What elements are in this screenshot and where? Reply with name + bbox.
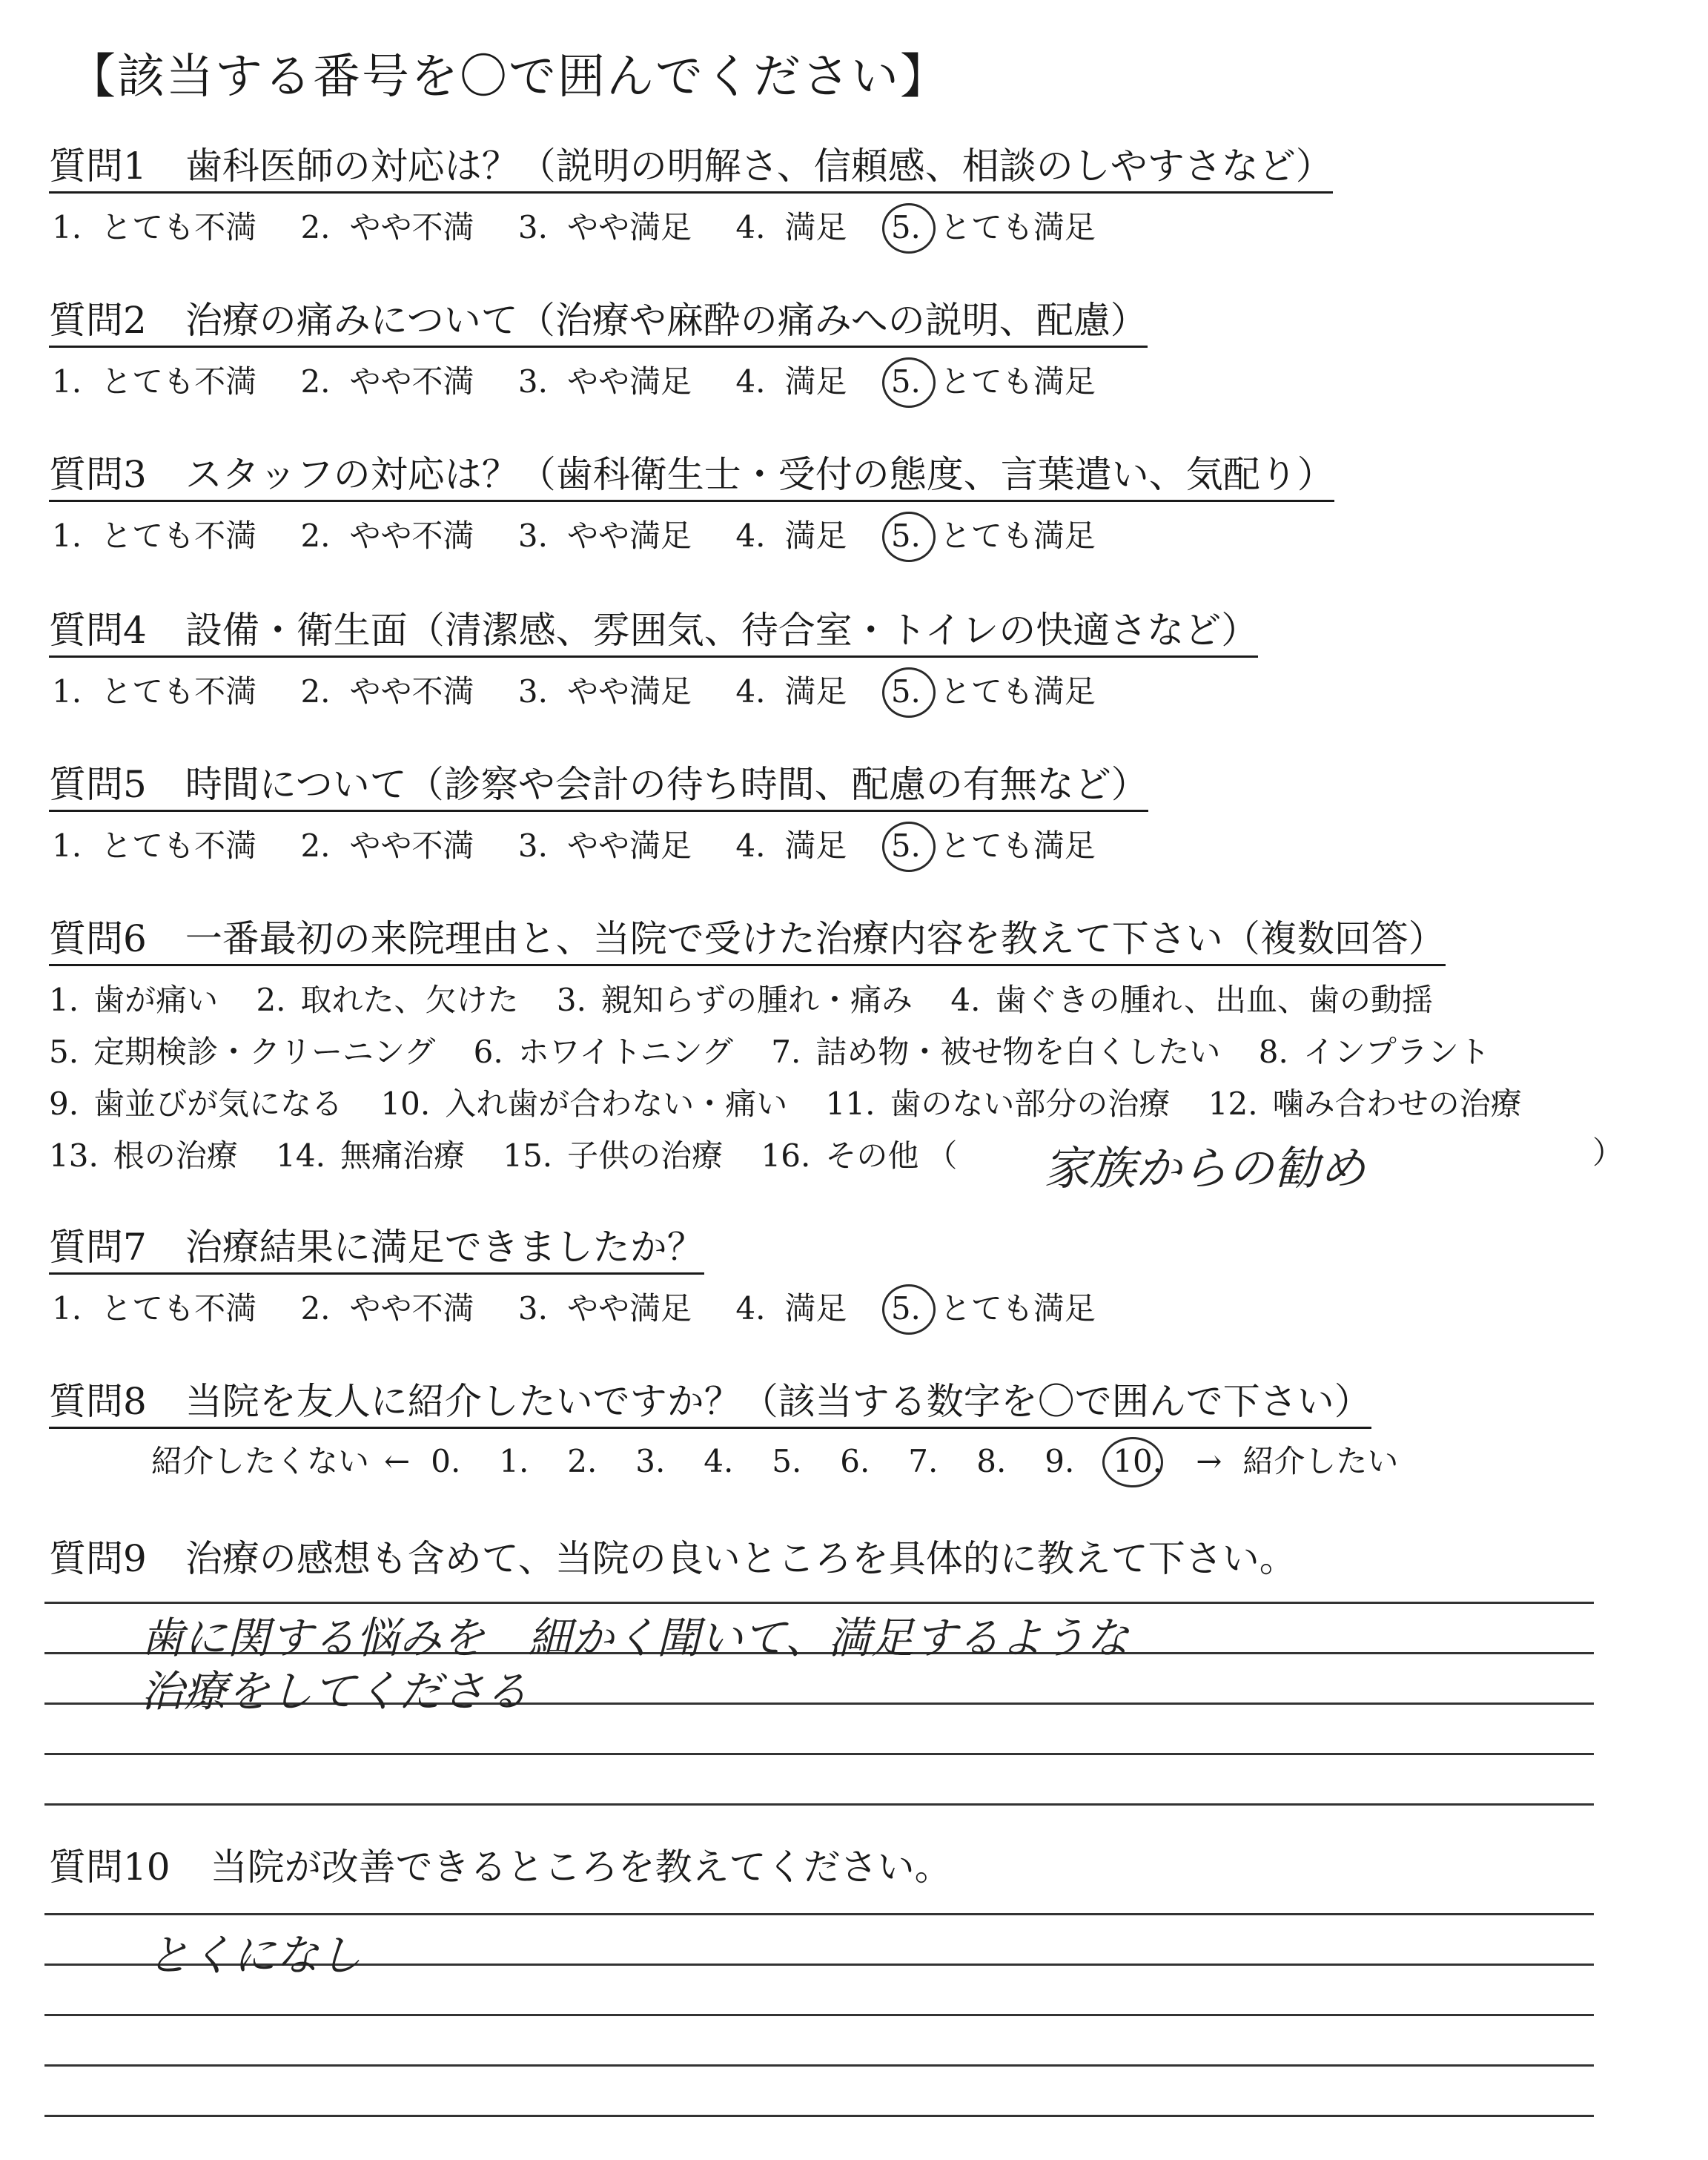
q4-option-3[interactable]: 3. やや満足 xyxy=(517,673,692,710)
q8-scale-6[interactable]: 6. xyxy=(840,1443,870,1479)
q1-options xyxy=(52,203,1130,248)
q4-option-1[interactable]: 1. とても不満 xyxy=(52,673,257,710)
q3-option-5-selected[interactable]: 5. とても満足 xyxy=(890,518,1096,554)
q6-option-4[interactable]: 4. 歯ぐきの腫れ、出血、歯の動揺 xyxy=(950,982,1433,1018)
form-header: 【該当する番号を〇で囲んでください】 xyxy=(68,50,949,105)
q8-text: 当院を友人に紹介したいですか？（該当する数字を〇で囲んで下さい） xyxy=(185,1380,1371,1423)
q3-option-2[interactable]: 2. やや不満 xyxy=(300,518,474,554)
q8-scale-0[interactable]: 0. xyxy=(431,1443,461,1479)
q6-options-row-2 xyxy=(49,1028,1518,1072)
q3-option-4[interactable]: 4. 満足 xyxy=(735,518,847,554)
q1-text: 歯科医師の対応は？（説明の明解さ、信頼感、相談のしやすさなど） xyxy=(185,145,1333,188)
q6-text: 一番最初の来院理由と、当院で受けた治療内容を教えて下さい（複数回答） xyxy=(185,917,1446,960)
q5-number: 質問5 xyxy=(49,763,147,806)
q9-number: 質問9 xyxy=(49,1537,147,1580)
q9-answer-line-4 xyxy=(44,1753,1594,1755)
q10-text: 当院が改善できるところを教えてください。 xyxy=(210,1846,952,1889)
q6-option-9[interactable]: 9. 歯並びが気になる xyxy=(49,1086,343,1122)
q1-option-2[interactable]: 2. やや不満 xyxy=(300,209,474,245)
q1-number: 質問1 xyxy=(49,145,147,188)
q3-options xyxy=(52,512,1130,556)
q8-scale-7[interactable]: 7. xyxy=(908,1443,939,1479)
q6-title xyxy=(49,918,1446,966)
q2-number: 質問2 xyxy=(49,299,147,342)
q6-option-13[interactable]: 13. 根の治療 xyxy=(49,1137,238,1174)
q2-option-2[interactable]: 2. やや不満 xyxy=(300,363,474,400)
q4-option-5-selected[interactable]: 5. とても満足 xyxy=(890,673,1096,710)
q10-answer-line-3 xyxy=(44,2014,1594,2016)
q4-title xyxy=(49,610,1258,658)
q5-option-4[interactable]: 4. 満足 xyxy=(735,828,847,864)
q6-option-16[interactable]: 16. その他 （ xyxy=(761,1137,958,1174)
q10-answer-line-1 xyxy=(44,1913,1594,1915)
q6-option-2[interactable]: 2. 取れた、欠けた xyxy=(256,982,519,1018)
left-arrow-icon: ← xyxy=(384,1443,411,1479)
q9-text: 治療の感想も含めて、当院の良いところを具体的に教えて下さい。 xyxy=(185,1537,1297,1580)
q1-option-1[interactable]: 1. とても不満 xyxy=(52,209,257,245)
q2-option-1[interactable]: 1. とても不満 xyxy=(52,363,257,400)
q2-option-5-selected[interactable]: 5. とても満足 xyxy=(890,363,1096,400)
q9-answer-line-5 xyxy=(44,1803,1594,1806)
q7-text: 治療結果に満足できましたか？ xyxy=(185,1226,704,1269)
q5-title xyxy=(49,764,1148,812)
right-arrow-icon: → xyxy=(1196,1443,1222,1479)
q6-option-1[interactable]: 1. 歯が痛い xyxy=(49,982,219,1018)
q9-title xyxy=(49,1538,1297,1584)
q9-answer-text-2[interactable]: 治療をしてくださる xyxy=(141,1666,529,1717)
q6-other-paren-close: ） xyxy=(1592,1135,1624,1171)
q5-options xyxy=(52,822,1130,866)
q6-option-6[interactable]: 6. ホワイトニング xyxy=(473,1034,733,1070)
q10-answer-text-1[interactable]: とくになし xyxy=(147,1930,363,1981)
q10-title xyxy=(49,1846,952,1892)
q8-scale-5[interactable]: 5. xyxy=(772,1443,802,1479)
q5-option-1[interactable]: 1. とても不満 xyxy=(52,828,257,864)
q7-option-1[interactable]: 1. とても不満 xyxy=(52,1290,257,1327)
q6-option-5[interactable]: 5. 定期検診・クリーニング xyxy=(49,1034,436,1070)
q5-option-2[interactable]: 2. やや不満 xyxy=(300,828,474,864)
q6-option-12[interactable]: 12. 噛み合わせの治療 xyxy=(1208,1086,1522,1122)
q4-option-4[interactable]: 4. 満足 xyxy=(735,673,847,710)
q5-option-5-selected[interactable]: 5. とても満足 xyxy=(890,828,1096,864)
q6-option-11[interactable]: 11. 歯のない部分の治療 xyxy=(825,1086,1171,1122)
q4-text: 設備・衛生面（清潔感、雰囲気、待合室・トイレの快適さなど） xyxy=(185,609,1259,652)
q8-scale-2[interactable]: 2. xyxy=(567,1443,598,1479)
q7-number: 質問7 xyxy=(49,1226,147,1269)
q8-scale xyxy=(151,1437,1398,1482)
q10-number: 質問10 xyxy=(49,1846,171,1889)
q3-title xyxy=(49,454,1334,502)
q1-option-4[interactable]: 4. 満足 xyxy=(735,209,847,245)
q6-other-answer[interactable]: 家族からの勧め xyxy=(1044,1141,1366,1195)
q8-scale-9[interactable]: 9. xyxy=(1045,1443,1075,1479)
q4-number: 質問4 xyxy=(49,609,147,652)
q10-answer-line-5 xyxy=(44,2115,1594,2117)
q5-option-3[interactable]: 3. やや満足 xyxy=(517,828,692,864)
q7-option-5-selected[interactable]: 5. とても満足 xyxy=(890,1290,1096,1327)
q8-scale-1[interactable]: 1. xyxy=(499,1443,529,1479)
q8-scale-3[interactable]: 3. xyxy=(635,1443,666,1479)
q3-option-3[interactable]: 3. やや満足 xyxy=(517,518,692,554)
q1-title xyxy=(49,145,1333,194)
q8-scale-4[interactable]: 4. xyxy=(704,1443,734,1479)
q4-options xyxy=(52,667,1130,712)
q2-options xyxy=(52,357,1130,402)
q6-options-row-3 xyxy=(49,1080,1550,1124)
q6-option-15[interactable]: 15. 子供の治療 xyxy=(503,1137,724,1174)
q2-option-4[interactable]: 4. 満足 xyxy=(735,363,847,400)
q6-option-3[interactable]: 3. 親知らずの腫れ・痛み xyxy=(556,982,913,1018)
q7-options xyxy=(52,1284,1130,1329)
q3-option-1[interactable]: 1. とても不満 xyxy=(52,518,257,554)
q1-option-5-selected[interactable]: 5. とても満足 xyxy=(890,209,1096,245)
q7-option-2[interactable]: 2. やや不満 xyxy=(300,1290,474,1327)
q6-option-10[interactable]: 10. 入れ歯が合わない・痛い xyxy=(380,1086,788,1122)
q4-option-2[interactable]: 2. やや不満 xyxy=(300,673,474,710)
q5-text: 時間について（診察や会計の待ち時間、配慮の有無など） xyxy=(185,763,1148,806)
q8-right-label: 紹介したい xyxy=(1242,1443,1399,1479)
q7-option-3[interactable]: 3. やや満足 xyxy=(517,1290,692,1327)
q8-left-label: 紹介したくない xyxy=(151,1443,370,1479)
q6-options-row-1 xyxy=(49,976,1461,1020)
q8-number: 質問8 xyxy=(49,1380,147,1423)
q9-answer-text-1[interactable]: 歯に関する悩みを 細かく聞いて、満足するような xyxy=(141,1613,1129,1663)
q3-number: 質問3 xyxy=(49,453,147,496)
q2-text: 治療の痛みについて（治療や麻酔の痛みへの説明、配慮） xyxy=(185,299,1148,342)
q6-other-paren-open: （ xyxy=(926,1137,958,1174)
q2-title xyxy=(49,300,1148,348)
q6-options-row-4 xyxy=(49,1132,985,1176)
q7-option-4[interactable]: 4. 満足 xyxy=(735,1290,847,1327)
q6-option-14[interactable]: 14. 無痛治療 xyxy=(276,1137,465,1174)
q6-number: 質問6 xyxy=(49,917,147,960)
q6-option-8[interactable]: 8. インプラント xyxy=(1258,1034,1490,1070)
q7-title xyxy=(49,1226,704,1275)
q10-answer-line-4 xyxy=(44,2064,1594,2067)
q6-option-7[interactable]: 7. 詰め物・被せ物を白くしたい xyxy=(771,1034,1221,1070)
q2-option-3[interactable]: 3. やや満足 xyxy=(517,363,692,400)
q8-scale-8[interactable]: 8. xyxy=(976,1443,1007,1479)
q3-text: スタッフの対応は？（歯科衛生士・受付の態度、言葉遣い、気配り） xyxy=(185,453,1334,496)
q1-option-3[interactable]: 3. やや満足 xyxy=(517,209,692,245)
q8-title xyxy=(49,1381,1371,1429)
q8-scale-10-selected[interactable]: 10. xyxy=(1113,1443,1181,1479)
